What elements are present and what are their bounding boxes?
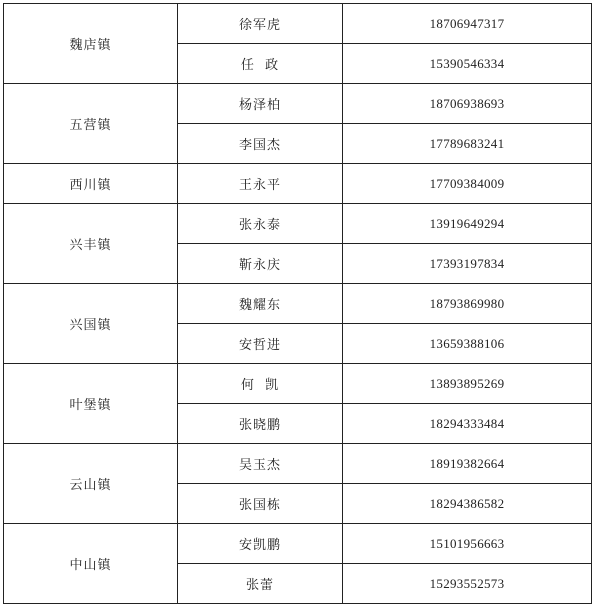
table-row (4, 524, 592, 564)
contact-name-cell: 张蕾 (178, 564, 343, 604)
table-row (4, 84, 592, 124)
town-cell: 五营镇 (4, 84, 178, 164)
phone-number-cell: 17709384009 (343, 164, 592, 204)
table-row (4, 364, 592, 404)
phone-number-cell: 15390546334 (343, 44, 592, 84)
contact-name-cell: 徐军虎 (178, 4, 343, 44)
phone-number-cell: 15101956663 (343, 524, 592, 564)
town-cell: 叶堡镇 (4, 364, 178, 444)
contact-name-cell: 王永平 (178, 164, 343, 204)
town-cell: 西川镇 (4, 164, 178, 204)
phone-number-cell: 13893895269 (343, 364, 592, 404)
table-body (4, 4, 592, 604)
phone-number-cell: 18294386582 (343, 484, 592, 524)
table-row (4, 284, 592, 324)
phone-number-cell: 17789683241 (343, 124, 592, 164)
contact-name-cell: 张永泰 (178, 204, 343, 244)
phone-number-cell: 18793869980 (343, 284, 592, 324)
table-row (4, 444, 592, 484)
contact-name-cell: 安凯鹏 (178, 524, 343, 564)
contact-name-cell: 任 政 (178, 44, 343, 84)
phone-number-cell: 13919649294 (343, 204, 592, 244)
town-cell: 中山镇 (4, 524, 178, 604)
contact-name-cell: 何 凯 (178, 364, 343, 404)
town-cell: 魏店镇 (4, 4, 178, 84)
contact-name-cell: 靳永庆 (178, 244, 343, 284)
phone-number-cell: 18919382664 (343, 444, 592, 484)
phone-number-cell: 15293552573 (343, 564, 592, 604)
table-row (4, 164, 592, 204)
phone-number-cell: 18294333484 (343, 404, 592, 444)
contact-name-cell: 安哲进 (178, 324, 343, 364)
phone-number-cell: 18706947317 (343, 4, 592, 44)
table-row (4, 4, 592, 44)
contact-name-cell: 魏耀东 (178, 284, 343, 324)
contact-name-cell: 吴玉杰 (178, 444, 343, 484)
phone-number-cell: 18706938693 (343, 84, 592, 124)
phone-number-cell: 17393197834 (343, 244, 592, 284)
town-cell: 兴国镇 (4, 284, 178, 364)
contact-name-cell: 张国栋 (178, 484, 343, 524)
contact-name-cell: 李国杰 (178, 124, 343, 164)
town-cell: 云山镇 (4, 444, 178, 524)
table-row (4, 204, 592, 244)
contact-name-cell: 杨泽柏 (178, 84, 343, 124)
phone-number-cell: 13659388106 (343, 324, 592, 364)
contact-table (3, 3, 592, 604)
town-cell: 兴丰镇 (4, 204, 178, 284)
contact-name-cell: 张晓鹏 (178, 404, 343, 444)
